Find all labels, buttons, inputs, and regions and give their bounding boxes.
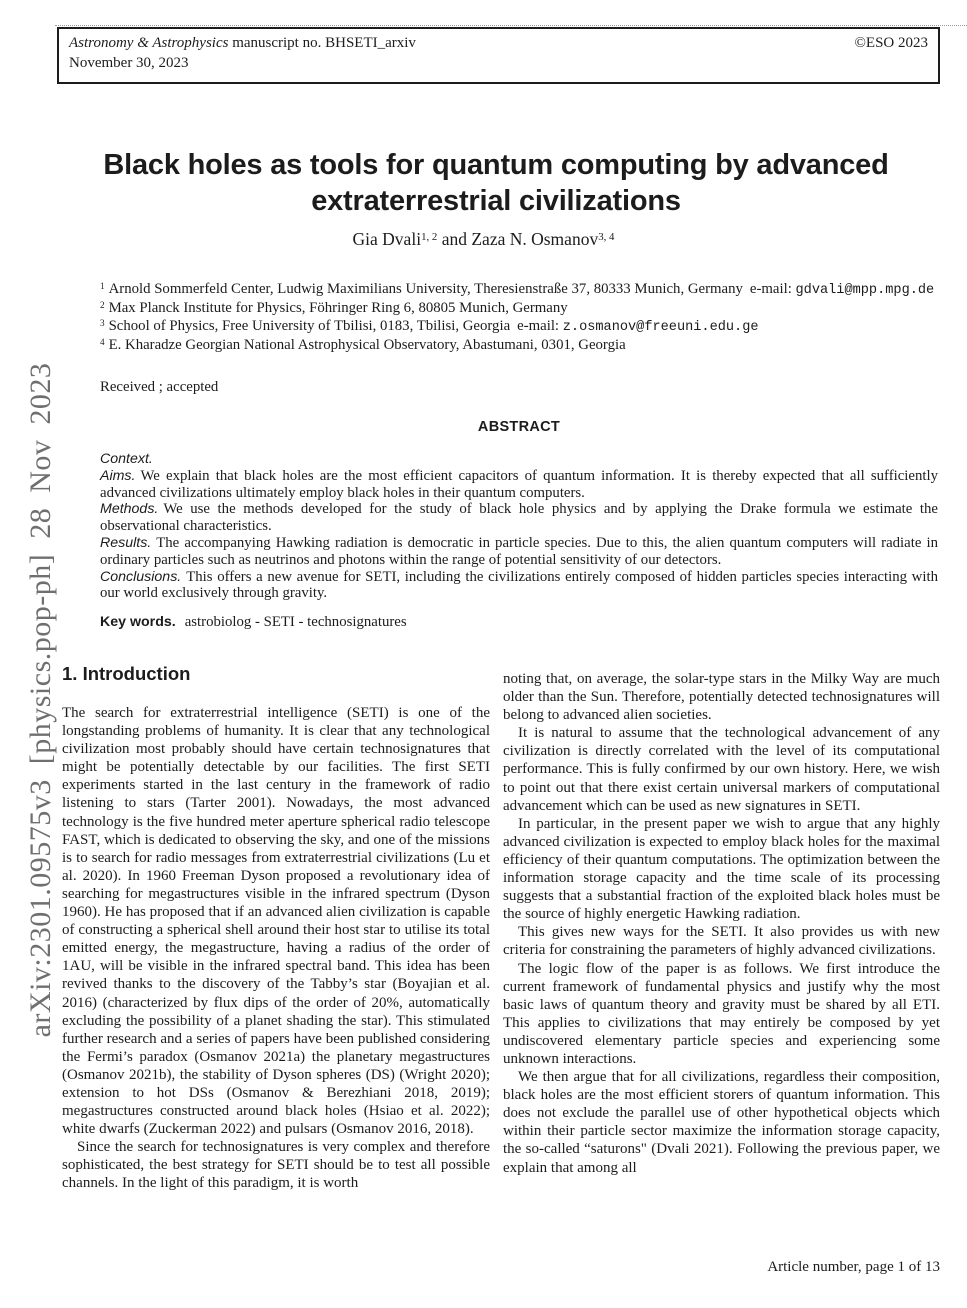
paper-title [55, 147, 937, 219]
abstract-label: Conclusions. [100, 568, 182, 585]
affiliation-text: E. Kharadze Georgian National Astrophysical Observatory, Abastumani, 0301, Georgia [108, 336, 626, 353]
affiliation-item-1 [100, 281, 938, 300]
manuscript-line [69, 34, 416, 54]
paragraph: The logic flow of the paper is as follows. We first introduce the current framework of fundamental physics and justify why the most basic laws of quantum theory and gravity must be shared by all ETI. This applies to civilizations that may entirely be composed by yet undiscovered elementary particle species and experiencing some unknown interactions. [503, 960, 940, 1067]
affiliation-number: 4 [100, 336, 105, 347]
affiliation-item-2 [100, 300, 938, 318]
paper-title-line2: extraterrestrial civilizations [311, 185, 681, 217]
email-address: gdvali@mpp.mpg.de [795, 283, 935, 298]
author-affiliation-sup-1: 1, 2 [421, 231, 438, 244]
manuscript-number: manuscript no. BHSETI_arxiv [228, 35, 416, 51]
paragraph: This gives new ways for the SETI. It also provides us with new criteria for constraining the parameters of highly advanced civilizations. [503, 924, 940, 959]
abstract-label: Context. [100, 451, 153, 467]
abstract-heading: ABSTRACT [477, 419, 561, 435]
paragraph: We then argue that for all civilizations, regardless their composition, black holes are the most efficient storers of quantum information. This does not exclude the parallel use of other hypothetical objects which within their particle sector maximize the information storage capacity, the so-called “saturons" (Dvali 2021). Following the previous paper, we explain that among all [503, 1069, 940, 1176]
perforation-line [55, 25, 967, 26]
body-left-column [62, 704, 490, 1193]
author-name-1: Gia Dvali [352, 229, 422, 249]
abstract-item-methods [100, 501, 938, 535]
abstract-label: Aims. [100, 467, 136, 484]
affiliation-number: 1 [100, 280, 105, 291]
paper-title-line1: Black holes as tools for quantum computing by advanced [103, 149, 889, 181]
paragraph: The search for extraterrestrial intelligence (SETI) is one of the longstanding problems of humanity. It is clear that any technological civilization most probably should have certain technosignatures that might be potentially detectable by our facilities. The first SETI experiments started in the last century in the framework of radio listening to stars (Tarter 2001). Nowadays, the most advanced technology is the five hundred meter aperture spherical radio telescope FAST, which is dedicated to observing the sky, and one of the missions is to search for radio messages from extraterrestrial civilizations (Lu et al. 2020). In 1960 Freeman Dyson proposed a revolutionary idea of searching for megastructures visible in the infrared spectrum (Dyson 1960). He has proposed that if an advanced alien civilization is capable of constructing a spherical shell around their host star to utilise its total emitted energy, the megastructure, having a radius of the order of 1AU, will be visible in the infrared spectral band. This idea has been revived thanks to the discovery of the Tabby’s star (Boyajian et al. 2016) (characterized by flux dips of the order of 20%, automatically excluding the possibility of a planet shading the star). This stimulated further research and a series of papers have been published considering the Fermi’s paradox (Osmanov 2021a) the planetary megastructures (Osmanov 2021b), the stability of Dyson spheres (DS) (Wright 2020); extension to hot DSs (Osmanov & Berezhiani 2018, 2019); megastructures constructed around black holes (Hsiao et al. 2022); white dwarfs (Zuckerman 2022) and pulsars (Osmanov 2016, 2018). [62, 705, 490, 1138]
email-label: e-mail: [749, 281, 792, 297]
paragraph: noting that, on average, the solar-type stars in the Milky Way are much older than the Sun. Therefore, potentially detected technosignatures will belong to advanced alien societies. [503, 671, 940, 724]
page-footer: Article number, page 1 of 13 [767, 1259, 940, 1275]
keywords-label: Key words. [100, 614, 176, 630]
section-heading-introduction: 1. Introduction [62, 663, 191, 684]
keywords-text: astrobiolog - SETI - technosignatures [184, 614, 407, 630]
paragraph: Since the search for technosignatures is very complex and therefore sophisticated, the best strategy for SETI should be to test all possible channels. In the light of this paradigm, it is worth [62, 1139, 490, 1192]
abstract-item-results [100, 535, 938, 569]
affiliation-text: School of Physics, Free University of Tbilisi, 0183, Tbilisi, Georgia [108, 317, 511, 334]
affiliation-number: 3 [100, 317, 105, 328]
abstract-text: We explain that black holes are the most efficient capacitors of quantum information. It is thereby expected that all sufficiently advanced civilizations ultimately employ black holes in their quantum computers. [100, 467, 938, 501]
email-label: e-mail: [517, 317, 560, 334]
affiliation-number: 2 [100, 299, 105, 310]
author-name-2: Zaza N. Osmanov [471, 229, 599, 249]
abstract-item-aims [100, 468, 938, 502]
affiliation-item-4 [100, 337, 938, 355]
abstract-item-conclusions [100, 569, 938, 603]
paragraph: In particular, in the present paper we wish to argue that any highly advanced civilization is expected to employ black holes for the maximal efficiency of their quantum computations. The optimization between the information storage capacity and the time scale of its processing suggests that a substantial fraction of the exploited black holes must be the source of highly energetic Hawking radiation. [503, 815, 940, 923]
journal-name: Astronomy & Astrophysics [69, 35, 229, 51]
abstract-text: We use the methods developed for the study of black hole physics and by applying the Drake formula we estimate the observational characteristics. [100, 501, 938, 535]
abstract-text: This offers a new avenue for SETI, including the civilizations entirely composed of hidden particles species interacting with our world exclusively through gravity. [100, 568, 938, 602]
author-affiliation-sup-2: 3, 4 [598, 231, 615, 244]
body-right-column [503, 670, 940, 1177]
paragraph: It is natural to assume that the technological advancement of any civilization is directly correlated with the level of its computational performance. This is fully confirmed by our own history. Here, we wish to point out that there exist certain universal markers of computational advancement which can be used as new signatures in SETI. [503, 725, 940, 814]
email-address: z.osmanov@freeuni.edu.ge [562, 319, 759, 335]
affiliation-item-3 [100, 318, 938, 337]
abstract-item-context [100, 451, 938, 468]
abstract-text: The accompanying Hawking radiation is democratic in particle species. Due to this, the alien quantum computers will radiate in ordinary particles such as neutrinos and photons within the range of potential sensitivity of our detectors. [100, 534, 938, 568]
affiliation-text: Max Planck Institute for Physics, Föhringer Ring 6, 80805 Munich, Germany [108, 299, 568, 316]
manuscript-header-box [57, 27, 940, 84]
abstract-label: Results. [100, 534, 152, 551]
received-accepted-line: Received ; accepted [100, 379, 219, 395]
authors-line [0, 229, 967, 250]
copyright-notice: ©ESO 2023 [854, 35, 928, 51]
arxiv-sidebar-stamp: arXiv:2301.09575v3 [physics.pop-ph] 28 Nov 2023 [24, 362, 57, 1038]
keywords-line [100, 614, 938, 631]
affiliations-list [100, 281, 938, 355]
header-date: November 30, 2023 [69, 54, 189, 71]
abstract-body [100, 451, 938, 602]
abstract-label: Methods. [100, 501, 159, 518]
authors-joiner: and [437, 229, 472, 249]
manuscript-header-left [69, 34, 416, 73]
affiliation-text: Arnold Sommerfeld Center, Ludwig Maximilians University, Theresienstraße 37, 80333 Munich, Germany [108, 281, 743, 297]
